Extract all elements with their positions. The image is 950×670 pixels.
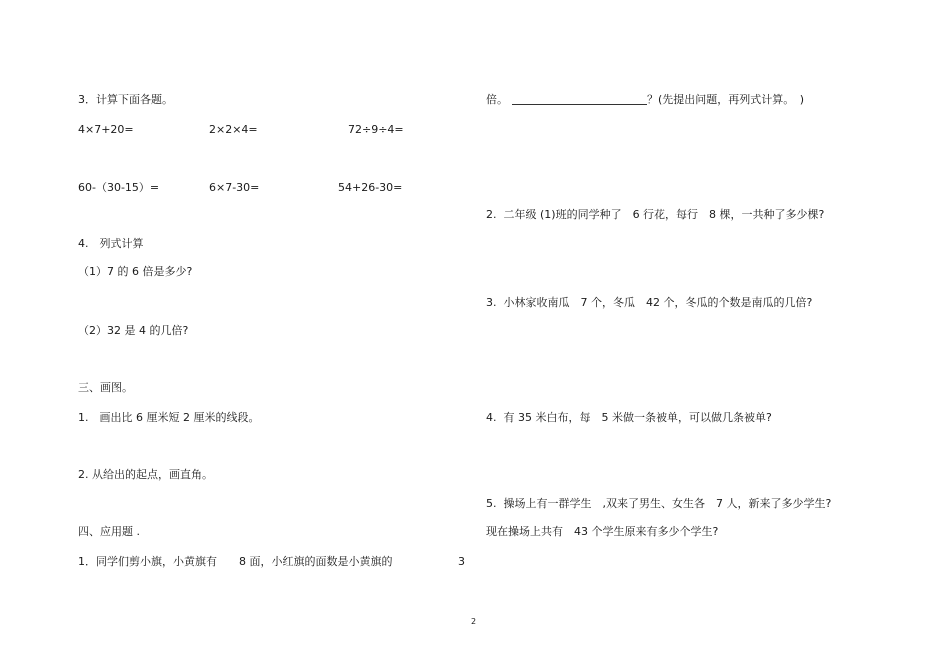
q4-item-2: （2）32 是 4 的几倍? xyxy=(78,324,189,337)
calc-1-3: 72÷9÷4= xyxy=(348,123,404,136)
app-item-1: 1．同学们剪小旗，小黄旗有 8 面，小红旗的面数是小黄旗的 xyxy=(78,555,393,568)
calc-2-2: 6×7-30= xyxy=(209,181,260,194)
calc-1-2: 2×2×4= xyxy=(209,123,258,136)
app-item-3: 3. 小林家收南瓜 7 个，冬瓜 42 个，冬瓜的个数是南瓜的几倍? xyxy=(486,296,813,309)
section-4-heading: 四、应用题 . xyxy=(78,525,140,538)
cont-suffix: ？(先提出问题，再列式计算。 ) xyxy=(647,93,805,106)
q3-title: 3．计算下面各题。 xyxy=(78,93,173,106)
cont-prefix: 倍。 xyxy=(486,93,508,106)
app-item-4: 4. 有 35 米白布，每 5 米做一条被单，可以做几条被单? xyxy=(486,411,772,424)
page-number: 2 xyxy=(471,617,477,626)
draw-item-1: 1. 画出比 6 厘米短 2 厘米的线段。 xyxy=(78,411,260,424)
app-item-5-line-2: 现在操场上共有 43 个学生原来有多少个学生? xyxy=(486,525,719,538)
draw-item-2: 2. 从给出的起点，画直角。 xyxy=(78,468,213,481)
app-item-1-number: 3 xyxy=(458,555,465,568)
app-item-5-line-1: 5. 操场上有一群学生 ,双来了男生、女生各 7 人，新来了多少学生? xyxy=(486,497,832,510)
calc-2-3: 54+26-30= xyxy=(338,181,403,194)
app-item-1-continuation xyxy=(486,93,804,107)
calc-2-1: 60-（30-15）= xyxy=(78,181,160,194)
answer-blank[interactable] xyxy=(512,93,647,105)
app-item-2: 2. 二年级 (1)班的同学种了 6 行花，每行 8 棵，一共种了多少棵? xyxy=(486,208,825,221)
section-3-heading: 三、画图。 xyxy=(78,381,133,394)
q4-item-1: （1）7 的 6 倍是多少? xyxy=(78,265,193,278)
calc-1-1: 4×7+20= xyxy=(78,123,134,136)
q4-title: 4. 列式计算 xyxy=(78,237,144,250)
